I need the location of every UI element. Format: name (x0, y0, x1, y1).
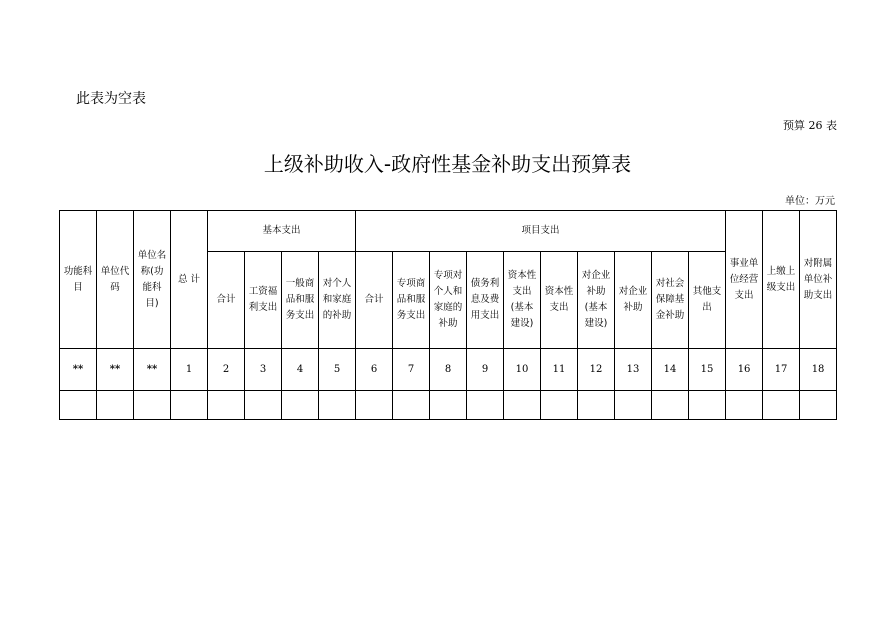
empty-cell (689, 391, 726, 420)
empty-cell (504, 391, 541, 420)
column-number: 5 (319, 349, 356, 391)
header-project-enterprise-construction: 对企业补助(基本建设) (578, 252, 615, 349)
empty-cell (171, 391, 208, 420)
header-total: 总 计 (171, 211, 208, 349)
column-number: 4 (282, 349, 319, 391)
page-title: 上级补助收入-政府性基金补助支出预算表 (263, 152, 632, 176)
empty-cell (245, 391, 282, 420)
budget-table (59, 210, 837, 420)
empty-data-row (60, 391, 837, 420)
empty-cell (356, 391, 393, 420)
column-number: 3 (245, 349, 282, 391)
header-affiliate-subsidy: 对附属单位补助支出 (800, 211, 837, 349)
header-function-subject: 功能科目 (60, 211, 97, 349)
empty-table-note: 此表为空表 (76, 91, 146, 107)
empty-cell (97, 391, 134, 420)
header-basic-individual: 对个人和家庭的补助 (319, 252, 356, 349)
column-number: 13 (615, 349, 652, 391)
header-project-enterprise: 对企业补助 (615, 252, 652, 349)
header-project-capital: 资本性支出 (541, 252, 578, 349)
column-number: 16 (726, 349, 763, 391)
empty-cell (615, 391, 652, 420)
header-basic-wages: 工资福利支出 (245, 252, 282, 349)
column-number: 10 (504, 349, 541, 391)
empty-cell (134, 391, 171, 420)
column-number: 18 (800, 349, 837, 391)
header-project-total: 合计 (356, 252, 393, 349)
header-group-row (60, 211, 837, 252)
column-number: 8 (430, 349, 467, 391)
empty-cell (282, 391, 319, 420)
header-basic-goods: 一般商品和服务支出 (282, 252, 319, 349)
column-number: ** (60, 349, 97, 391)
column-number: 17 (763, 349, 800, 391)
empty-cell (319, 391, 356, 420)
empty-cell (430, 391, 467, 420)
column-number-row (60, 349, 837, 391)
column-number: ** (134, 349, 171, 391)
header-project-expenditure: 项目支出 (356, 211, 726, 252)
header-unit-name: 单位名称(功能科目) (134, 211, 171, 349)
header-project-goods: 专项商品和服务支出 (393, 252, 430, 349)
column-number: 6 (356, 349, 393, 391)
header-unit-code: 单位代码 (97, 211, 134, 349)
header-upper-payment: 上缴上级支出 (763, 211, 800, 349)
header-project-other: 其他支出 (689, 252, 726, 349)
column-number: 7 (393, 349, 430, 391)
column-number: ** (97, 349, 134, 391)
empty-cell (578, 391, 615, 420)
header-project-debt: 债务利息及费用支出 (467, 252, 504, 349)
empty-cell (467, 391, 504, 420)
column-number: 15 (689, 349, 726, 391)
empty-cell (60, 391, 97, 420)
header-project-social-security: 对社会保障基金补助 (652, 252, 689, 349)
header-project-capital-construction: 资本性支出(基本建设) (504, 252, 541, 349)
column-number: 1 (171, 349, 208, 391)
unit-label: 单位：万元 (785, 196, 835, 207)
column-number: 14 (652, 349, 689, 391)
header-business-expenditure: 事业单位经营支出 (726, 211, 763, 349)
header-basic-expenditure: 基本支出 (208, 211, 356, 252)
empty-cell (208, 391, 245, 420)
form-number: 预算 26 表 (783, 119, 837, 132)
column-number: 12 (578, 349, 615, 391)
column-number: 2 (208, 349, 245, 391)
empty-cell (652, 391, 689, 420)
header-project-individual: 专项对个人和家庭的补助 (430, 252, 467, 349)
empty-cell (800, 391, 837, 420)
header-basic-total: 合计 (208, 252, 245, 349)
column-number: 9 (467, 349, 504, 391)
column-number: 11 (541, 349, 578, 391)
empty-cell (393, 391, 430, 420)
empty-cell (726, 391, 763, 420)
empty-cell (763, 391, 800, 420)
empty-cell (541, 391, 578, 420)
